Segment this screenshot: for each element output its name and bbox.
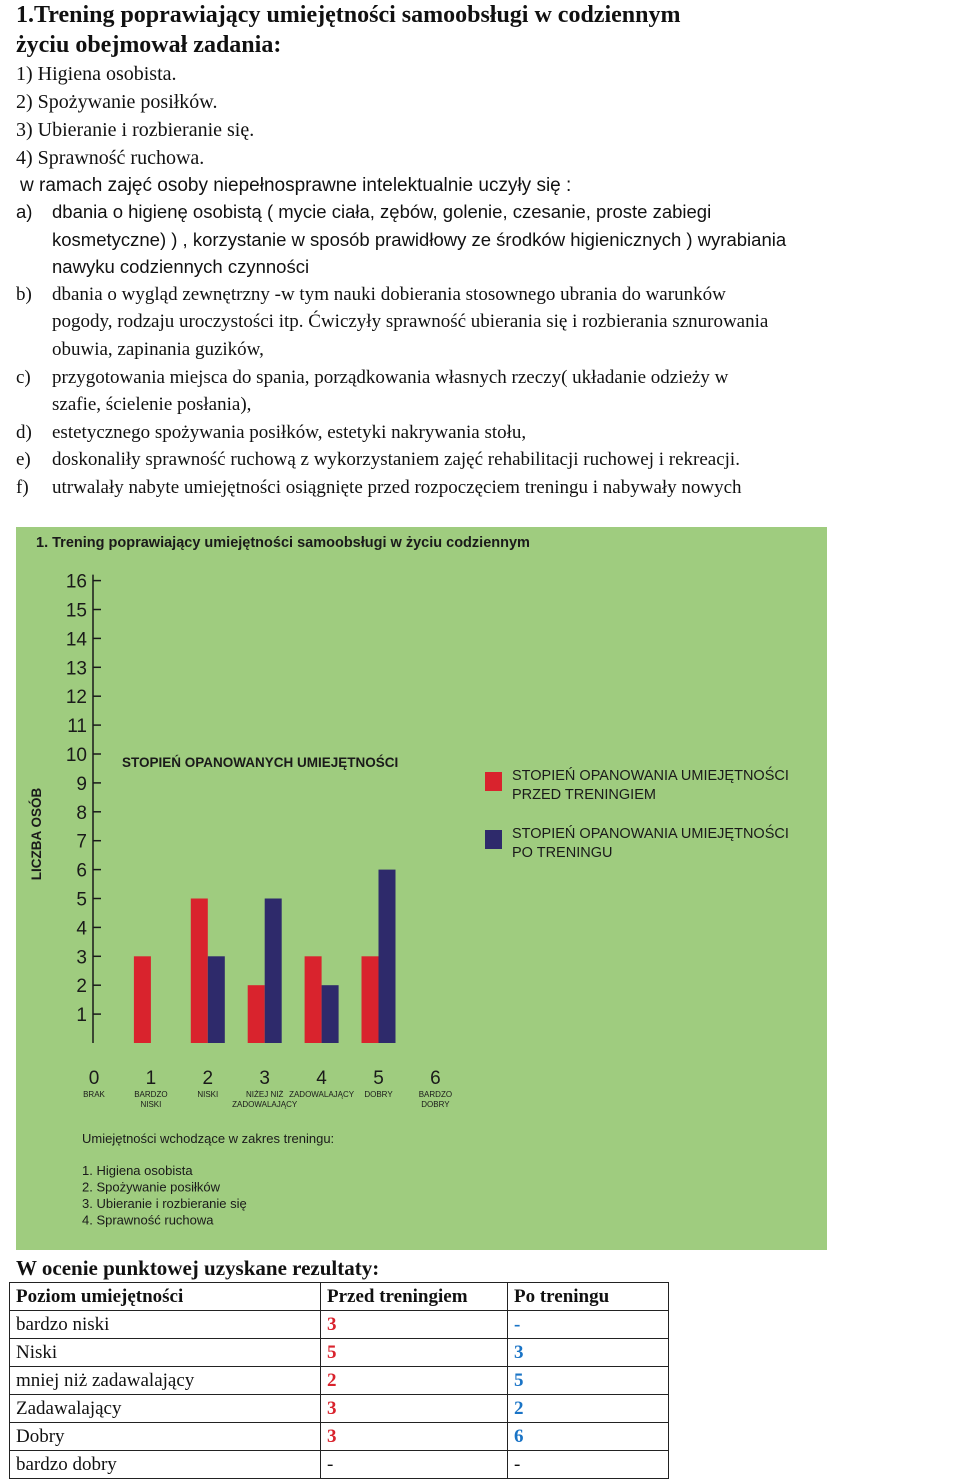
y-axis-label: LICZBA OSÓB xyxy=(29,787,44,881)
x-tick-label: 0 xyxy=(88,1068,100,1089)
skill-item-d xyxy=(16,419,960,447)
results-table xyxy=(9,1282,669,1479)
y-tick-label: 9 xyxy=(76,773,87,795)
before-cell: - xyxy=(321,1451,508,1479)
y-tick-label: 1 xyxy=(76,1005,87,1027)
y-tick-label: 3 xyxy=(76,947,87,969)
y-tick-label: 5 xyxy=(76,889,87,911)
x-category-label: ZADOWALAJĄCY xyxy=(232,1100,298,1109)
y-tick-label: 14 xyxy=(65,629,87,651)
document-heading xyxy=(16,0,680,60)
header-level: Poziom umiejętności xyxy=(10,1283,321,1311)
bar-before xyxy=(248,985,265,1043)
item-line: estetycznego spożywania posiłków, estetyki nakrywania stołu, xyxy=(52,421,527,443)
y-tick-label: 11 xyxy=(67,716,87,738)
item-letter: a) xyxy=(16,201,33,222)
task-item: 2) Spożywanie posiłków. xyxy=(16,91,218,113)
table-row xyxy=(10,1311,669,1339)
x-tick-label: 1 xyxy=(145,1068,157,1089)
after-cell: 3 xyxy=(508,1339,669,1367)
item-letter: c) xyxy=(16,366,31,388)
notes-item: 1. Higiena osobista xyxy=(82,1163,193,1178)
legend-swatch xyxy=(485,772,502,791)
skill-item-f xyxy=(16,474,960,502)
x-category-label: BRAK xyxy=(83,1090,105,1099)
bar-before xyxy=(134,956,151,1043)
item-line: szafie, ścielenie posłania), xyxy=(52,394,252,416)
after-cell: - xyxy=(508,1311,669,1339)
x-category-label: BARDZO xyxy=(418,1090,453,1099)
bar-before xyxy=(305,956,322,1043)
task-item: 1) Higiena osobista. xyxy=(16,63,177,85)
before-cell: 5 xyxy=(321,1339,508,1367)
item-line: doskonaliły sprawność ruchową z wykorzystaniem zajęć rehabilitacji ruchowej i rekreacji. xyxy=(52,449,740,471)
y-tick-label: 4 xyxy=(76,918,87,940)
level-cell: bardzo dobry xyxy=(10,1451,321,1479)
table-row xyxy=(10,1367,669,1395)
after-cell: - xyxy=(508,1451,669,1479)
heading-line-2: życiu obejmował zadania: xyxy=(16,32,282,58)
y-tick-label: 8 xyxy=(76,802,87,824)
item-letter: d) xyxy=(16,421,32,443)
before-cell: 3 xyxy=(321,1311,508,1339)
x-tick-label: 3 xyxy=(259,1068,270,1089)
before-cell: 3 xyxy=(321,1395,508,1423)
bar-after xyxy=(379,870,396,1043)
y-tick-label: 13 xyxy=(65,658,87,680)
after-cell: 2 xyxy=(508,1395,669,1423)
item-line: dbania o higienę osobistą ( mycie ciała, zębów, golenie, czesanie, proste zabiegi xyxy=(52,201,712,222)
bar-after xyxy=(322,985,339,1043)
header-after: Po treningu xyxy=(508,1283,669,1311)
level-cell: Niski xyxy=(10,1339,321,1367)
table-row xyxy=(10,1395,669,1423)
y-tick-label: 6 xyxy=(76,860,87,882)
item-letter: f) xyxy=(16,476,29,498)
chart-title: 1. Trening poprawiający umiejętności samoobsługi w życiu codziennym xyxy=(36,535,530,551)
x-category-label: NISKI xyxy=(197,1090,219,1099)
item-line: dbania o wygląd zewnętrzny -w tym nauki dobierania stosownego ubrania do warunków xyxy=(52,283,726,305)
level-cell: Dobry xyxy=(10,1423,321,1451)
heading-line-1: 1.Trening poprawiający umiejętności samoobsługi w codziennym xyxy=(16,2,681,28)
legend-label: STOPIEŃ OPANOWANIA UMIEJĘTNOŚCI xyxy=(512,826,789,842)
table-row xyxy=(10,1451,669,1479)
before-cell: 2 xyxy=(321,1367,508,1395)
x-tick-label: 5 xyxy=(373,1068,384,1089)
skills-list xyxy=(16,198,960,502)
notes-item: 2. Spożywanie posiłków xyxy=(82,1179,221,1195)
task-item: 3) Ubieranie i rozbieranie się. xyxy=(16,119,255,141)
y-tick-label: 16 xyxy=(65,571,87,593)
item-line: przygotowania miejsca do spania, porządkowania własnych rzeczy( układanie odzieży w xyxy=(52,366,729,388)
results-title: W ocenie punktowej uzyskane rezultaty: xyxy=(16,1256,380,1280)
before-cell: 3 xyxy=(321,1423,508,1451)
bar-after xyxy=(265,899,282,1044)
header-before: Przed treningiem xyxy=(321,1283,508,1311)
item-letter: e) xyxy=(16,449,31,471)
results-header-row xyxy=(10,1283,669,1311)
x-category-label: DOBRY xyxy=(364,1090,393,1099)
x-tick-label: 2 xyxy=(202,1068,214,1089)
training-chart xyxy=(16,527,827,1250)
y-tick-label: 10 xyxy=(65,745,87,766)
x-category-label: BARDZO xyxy=(134,1090,168,1099)
item-line: pogody, rodzaju uroczystości itp. Ćwiczyły sprawność ubierania się i rozbierania sznurowania xyxy=(52,311,769,333)
skill-item-c xyxy=(16,364,960,419)
bar-after xyxy=(208,956,225,1043)
x-category-label: NISKI xyxy=(140,1100,162,1109)
x-category-label: NIŻEJ NIŻ xyxy=(246,1090,284,1099)
level-cell: bardzo niski xyxy=(10,1311,321,1339)
bar-before xyxy=(362,956,379,1043)
legend-swatch xyxy=(485,830,502,849)
after-cell: 6 xyxy=(508,1423,669,1451)
skill-item-b xyxy=(16,281,960,364)
item-line: nawyku codziennych czynności xyxy=(52,256,310,278)
notes-item: 4. Sprawność ruchowa xyxy=(82,1212,214,1228)
item-line: utrwalały nabyte umiejętności osiągnięte przed rozpoczęciem treningu i nabywały nowych xyxy=(52,476,742,498)
item-line: obuwia, zapinania guzików, xyxy=(52,338,264,360)
x-tick-label: 4 xyxy=(316,1068,327,1089)
x-category-label: ZADOWALAJĄCY xyxy=(289,1090,355,1099)
chart-svg xyxy=(16,527,827,1250)
legend-label: PRZED TRENINGIEM xyxy=(512,787,656,803)
level-cell: mniej niż zadawalający xyxy=(10,1367,321,1395)
notes-item: 3. Ubieranie i rozbieranie się xyxy=(82,1196,247,1211)
legend-label: PO TRENINGU xyxy=(512,845,613,861)
after-cell: 5 xyxy=(508,1367,669,1395)
notes-title: Umiejętności wchodzące w zakres treningu: xyxy=(82,1131,335,1146)
legend-label: STOPIEŃ OPANOWANIA UMIEJĘTNOŚCI xyxy=(512,768,789,784)
skill-item-a xyxy=(16,198,960,281)
item-letter: b) xyxy=(16,283,32,305)
task-list xyxy=(16,60,254,172)
task-item: 4) Sprawność ruchowa. xyxy=(16,147,205,169)
y-tick-label: 7 xyxy=(76,831,87,853)
y-tick-label: 12 xyxy=(65,687,87,709)
table-row xyxy=(10,1423,669,1451)
chart-subtitle: STOPIEŃ OPANOWANYCH UMIEJĘTNOŚCI xyxy=(122,755,399,770)
intro-text: w ramach zajęć osoby niepełnosprawne intelektualnie uczyły się : xyxy=(20,175,572,196)
table-row xyxy=(10,1339,669,1367)
bar-before xyxy=(191,899,208,1044)
y-tick-label: 15 xyxy=(65,600,87,622)
item-line: kosmetyczne) ) , korzystanie w sposób prawidłowy ze środków higienicznych ) wyrabiania xyxy=(52,228,787,250)
level-cell: Zadawalający xyxy=(10,1395,321,1423)
y-tick-label: 2 xyxy=(76,976,87,998)
skill-item-e xyxy=(16,446,960,474)
x-tick-label: 6 xyxy=(430,1068,441,1089)
x-category-label: DOBRY xyxy=(421,1100,450,1109)
